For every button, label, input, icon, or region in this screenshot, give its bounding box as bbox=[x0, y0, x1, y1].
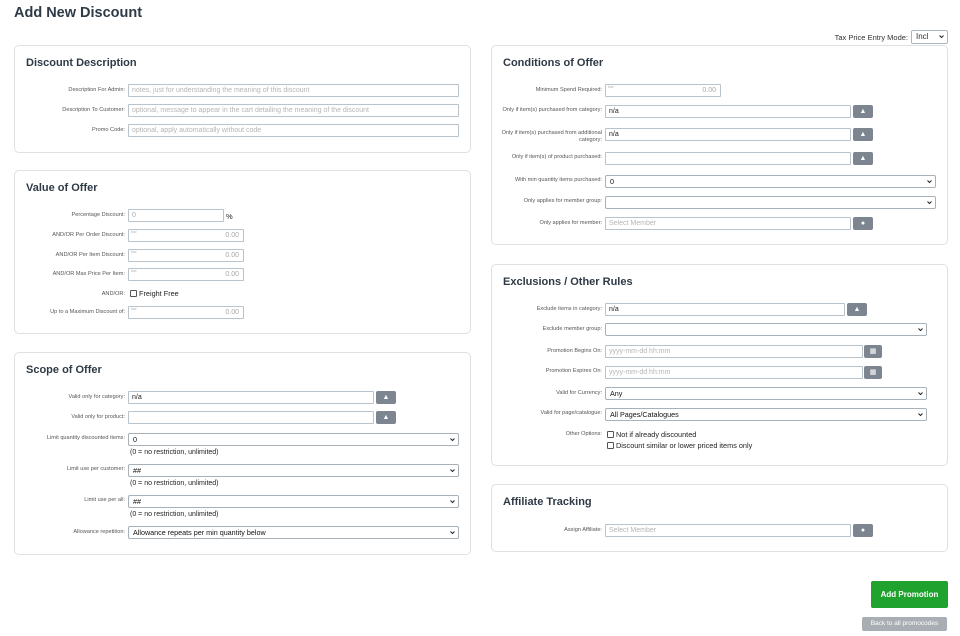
freight-free-checkbox[interactable] bbox=[130, 289, 179, 298]
item-discount-value: 0.00 bbox=[225, 252, 239, 259]
limit-all-note: (0 = no restriction, unlimited) bbox=[130, 511, 219, 518]
member-label: Only applies for member: bbox=[539, 220, 602, 226]
cond-category-input[interactable]: n/a bbox=[605, 105, 851, 118]
chevron-down-icon bbox=[450, 530, 455, 535]
exclusions-panel bbox=[491, 264, 948, 466]
order-discount-label: AND/OR Per Order Discount: bbox=[52, 232, 125, 238]
page-catalogue-label: Valid for page/catalogue: bbox=[540, 410, 602, 416]
limit-all-label: Limit use per all: bbox=[84, 497, 125, 503]
assign-affiliate-label: Assign Affiliate: bbox=[564, 527, 602, 533]
cond-category-label: Only if item(s) purchased from category: bbox=[502, 107, 602, 113]
limit-customer-label: Limit use per customer: bbox=[66, 466, 125, 472]
min-spend-value: 0.00 bbox=[702, 87, 716, 94]
freight-and-or-label: AND/OR: bbox=[101, 291, 125, 297]
limit-customer-note: (0 = no restriction, unlimited) bbox=[130, 480, 219, 487]
scope-product-input[interactable] bbox=[128, 411, 374, 424]
sitemap-icon[interactable]: ▲ bbox=[376, 391, 396, 404]
max-discount-value: 0.00 bbox=[225, 309, 239, 316]
expires-label: Promotion Expires On: bbox=[545, 368, 602, 374]
min-spend-label: Minimum Spend Required: bbox=[535, 87, 602, 93]
page-title: Add New Discount bbox=[14, 5, 143, 21]
chevron-down-icon bbox=[918, 412, 923, 417]
exclude-group-label: Exclude member group: bbox=[542, 326, 602, 332]
sitemap-icon[interactable]: ▲ bbox=[853, 152, 873, 165]
panel-title: Conditions of Offer bbox=[503, 57, 604, 69]
percent-sign: % bbox=[226, 212, 233, 221]
sitemap-icon[interactable]: ▲ bbox=[376, 411, 396, 424]
customer-description-input[interactable]: optional, message to appear in the cart detailing the meaning of the discount bbox=[128, 104, 459, 117]
max-price-value: 0.00 bbox=[225, 271, 239, 278]
min-qty-select[interactable] bbox=[605, 175, 936, 188]
item-discount-label: AND/OR Per Item Discount: bbox=[55, 252, 125, 258]
user-icon[interactable]: ● bbox=[853, 524, 873, 537]
opt2-label: Discount similar or lower priced items only bbox=[616, 441, 753, 450]
not-discounted-checkbox[interactable] bbox=[607, 430, 696, 439]
chevron-down-icon bbox=[918, 327, 923, 332]
sitemap-icon[interactable]: ▲ bbox=[847, 303, 867, 316]
item-discount-input[interactable] bbox=[128, 249, 244, 262]
page-catalogue-value: All Pages/Catalogues bbox=[610, 410, 679, 419]
affiliate-tracking-panel bbox=[491, 484, 948, 552]
customer-label: Description To Customer: bbox=[62, 107, 125, 113]
cond-addcat-input[interactable]: n/a bbox=[605, 128, 851, 141]
member-group-label: Only applies for member group: bbox=[523, 198, 602, 204]
scope-of-offer-panel bbox=[14, 352, 471, 555]
freight-free-label: Freight Free bbox=[139, 289, 179, 298]
exclude-category-label: Exclude items in category: bbox=[536, 306, 602, 312]
cond-addcat-label: Only if item(s) purchased from additional category: bbox=[501, 130, 602, 143]
calendar-icon[interactable]: ▦ bbox=[864, 345, 882, 358]
max-price-label: AND/OR Max Price Per Item: bbox=[52, 271, 125, 277]
chevron-down-icon bbox=[450, 437, 455, 442]
order-discount-input[interactable] bbox=[128, 229, 244, 242]
admin-label: Description For Admin: bbox=[68, 87, 125, 93]
limit-all-select[interactable] bbox=[128, 495, 459, 508]
tax-mode bbox=[835, 30, 948, 44]
chevron-down-icon bbox=[939, 34, 944, 39]
assign-affiliate-input[interactable]: Select Member bbox=[605, 524, 851, 537]
panel-title: Value of Offer bbox=[26, 182, 98, 194]
user-icon[interactable]: ● bbox=[853, 217, 873, 230]
panel-title: Affiliate Tracking bbox=[503, 496, 592, 508]
sitemap-icon[interactable]: ▲ bbox=[853, 128, 873, 141]
currency-value: Any bbox=[610, 389, 623, 398]
checkbox-box[interactable] bbox=[607, 442, 614, 449]
panel-title: Exclusions / Other Rules bbox=[503, 276, 633, 288]
member-input[interactable]: Select Member bbox=[605, 217, 851, 230]
currency-label: Valid for Currency: bbox=[556, 390, 602, 396]
tax-mode-label: Tax Price Entry Mode: bbox=[834, 32, 908, 42]
panel-title: Scope of Offer bbox=[26, 364, 102, 376]
min-qty-label: With min quantity items purchased: bbox=[514, 177, 602, 183]
page-catalogue-select[interactable] bbox=[605, 408, 927, 421]
pct-label: Percentage Discount: bbox=[71, 212, 125, 218]
promo-code-input[interactable]: optional, apply automatically without code bbox=[128, 124, 459, 137]
tax-mode-select[interactable] bbox=[911, 30, 948, 44]
exclude-group-select[interactable] bbox=[605, 323, 927, 336]
panel-title: Discount Description bbox=[26, 57, 137, 69]
limit-customer-select[interactable] bbox=[128, 464, 459, 477]
limit-all-value: ## bbox=[133, 497, 141, 506]
checkbox-box[interactable] bbox=[130, 290, 137, 297]
limit-qty-select[interactable] bbox=[128, 433, 459, 446]
conditions-of-offer-panel bbox=[491, 45, 948, 245]
member-group-select[interactable] bbox=[605, 196, 936, 209]
discount-description-panel bbox=[14, 45, 471, 153]
max-discount-label: Up to a Maximum Discount of: bbox=[50, 309, 125, 315]
add-promotion-button[interactable]: Add Promotion bbox=[871, 581, 948, 608]
calendar-icon[interactable]: ▦ bbox=[864, 366, 882, 379]
scope-category-label: Valid only for category: bbox=[68, 394, 125, 400]
limit-customer-value: ## bbox=[133, 466, 141, 475]
tax-mode-value: Incl bbox=[916, 32, 929, 41]
min-qty-value: 0 bbox=[610, 177, 614, 186]
incl-tag: Incl bbox=[131, 230, 137, 234]
max-discount-input[interactable] bbox=[128, 306, 244, 319]
expires-input[interactable]: yyyy-mm-dd hh:mm bbox=[605, 366, 863, 379]
scope-product-label: Valid only for product: bbox=[71, 414, 125, 420]
begins-input[interactable]: yyyy-mm-dd hh:mm bbox=[605, 345, 863, 358]
min-spend-input[interactable] bbox=[605, 84, 721, 97]
chevron-down-icon bbox=[918, 391, 923, 396]
limit-qty-label: Limit quantity discounted items: bbox=[46, 435, 125, 441]
begins-label: Promotion Begins On: bbox=[547, 348, 602, 354]
value-of-offer-panel bbox=[14, 170, 471, 334]
percentage-input[interactable]: 0 bbox=[128, 209, 224, 222]
limit-qty-note: (0 = no restriction, unlimited) bbox=[130, 449, 219, 456]
opt1-label: Not if already discounted bbox=[616, 430, 697, 439]
repetition-label: Allowance repetition: bbox=[73, 529, 125, 535]
cond-product-label: Only if item(s) of product purchased: bbox=[511, 154, 602, 160]
incl-tag: Incl bbox=[608, 85, 614, 89]
sitemap-icon[interactable]: ▲ bbox=[853, 105, 873, 118]
incl-tag: Incl bbox=[131, 269, 137, 273]
chevron-down-icon bbox=[927, 200, 932, 205]
order-discount-value: 0.00 bbox=[225, 232, 239, 239]
repetition-value: Allowance repeats per min quantity below bbox=[133, 528, 266, 537]
back-to-promocodes-button[interactable]: Back to all promocodes bbox=[862, 617, 947, 631]
max-price-input[interactable] bbox=[128, 268, 244, 281]
exclude-category-input[interactable]: n/a bbox=[605, 303, 845, 316]
admin-description-input[interactable]: notes, just for understanding the meaning of this discount bbox=[128, 84, 459, 97]
repetition-select[interactable] bbox=[128, 526, 459, 539]
limit-qty-value: 0 bbox=[133, 435, 137, 444]
currency-select[interactable] bbox=[605, 387, 927, 400]
scope-category-input[interactable]: n/a bbox=[128, 391, 374, 404]
chevron-down-icon bbox=[450, 468, 455, 473]
similar-lower-checkbox[interactable] bbox=[607, 441, 752, 450]
chevron-down-icon bbox=[450, 499, 455, 504]
checkbox-box[interactable] bbox=[607, 431, 614, 438]
incl-tag: Incl bbox=[131, 307, 137, 311]
chevron-down-icon bbox=[927, 179, 932, 184]
other-options-label: Other Options: bbox=[565, 431, 602, 437]
incl-tag: Incl bbox=[131, 250, 137, 254]
promo-label: Promo Code: bbox=[92, 127, 125, 133]
cond-product-input[interactable] bbox=[605, 152, 851, 165]
